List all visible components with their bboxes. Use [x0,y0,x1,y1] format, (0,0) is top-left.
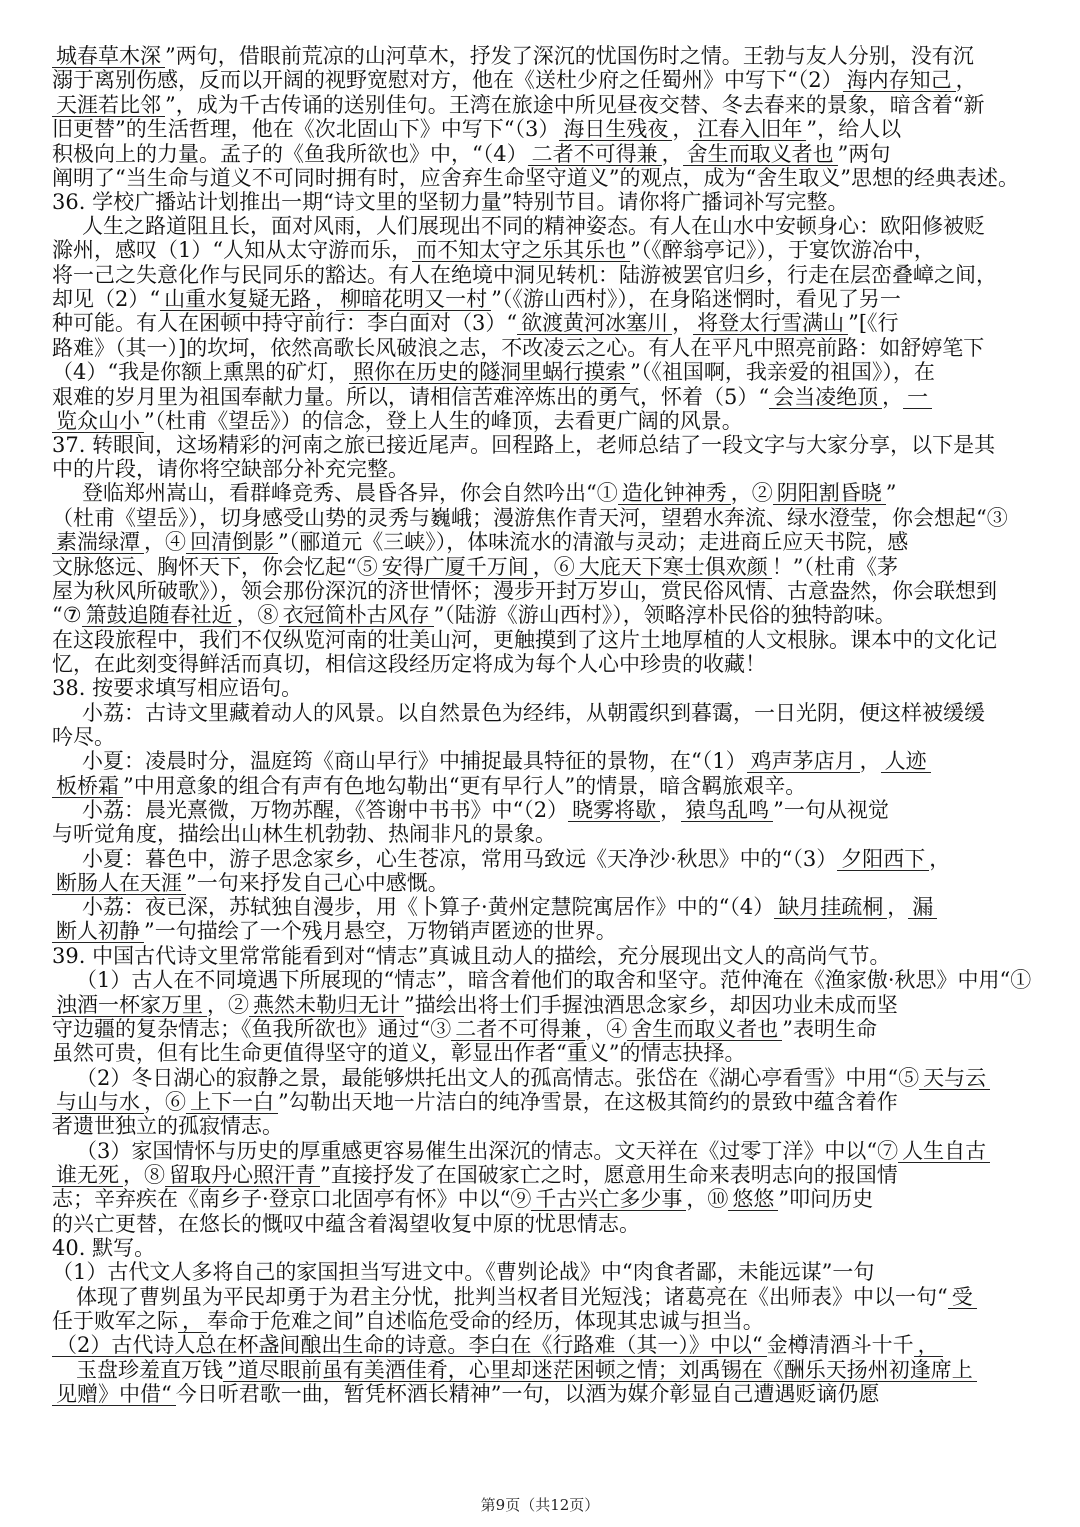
text-line [52,311,1042,336]
text-line [52,676,1042,701]
text-line [52,263,1042,288]
line-text: ， [859,749,881,773]
line-text: 未能远谋 [737,1260,822,1284]
answer-blank: 会当凌绝顶 [769,386,882,409]
line-text: 路难》（其一）]的坎坷，依然高歌长风破浪之志，不改凌云之心。有人在平凡中照亮前路：如舒婷笔下 [52,336,985,360]
answer-blank: 览众山小 [52,410,144,433]
line-text: 守边疆的复杂情志；《鱼我所欲也》通过“③ [52,1017,452,1041]
text-line [52,409,1042,434]
line-text: ”直接抒发了在国破家亡之时，愿意用生命来表明志向的报国情 [320,1163,898,1187]
line-text: 小夏：凌晨时分，温庭筠《商山早行》中捕捉最具特征的景物，在“（1） [82,749,747,773]
answer-blank: 晓雾将歇 [568,799,660,822]
text-line [52,117,1042,142]
line-text: 暂凭杯酒长精神 [343,1382,491,1406]
answer-blank: 留取丹心照汗青 [165,1164,320,1187]
answer-blank: 天涯若比邻 [52,94,165,117]
line-text: ， [882,385,904,409]
line-text: ”（《祖国啊，我亲爱的祖国》），在 [630,360,935,384]
text-line [52,433,1042,458]
line-text: 的兴亡更替，在悠长的慨叹中蕴含着渴望收复中原的忧思情志。 [52,1212,640,1236]
text-line [76,968,1066,993]
line-text: 将一己之失意化作与民同乐的豁达。有人在绝境中洞见转机：陆游被罢官归乡，行走在层峦叠嶂之间， [52,263,997,287]
text-line [52,336,1042,361]
line-text: 屋为秋风所破歌》），领会那份深沉的济世情怀；漫步开封万岁山，赏民俗风情、古意盎然，你会联想到 [52,579,997,603]
answer-blank: 燕然未勒归无计 [249,994,404,1017]
text-line [76,1358,1066,1383]
line-text: ”，给人以 [806,117,902,141]
text-line [52,628,1042,653]
line-text: 吟尽。 [52,725,115,749]
text-line [52,603,1042,628]
line-text: ”自述临危受命的经历，体现其忠诚与担当。 [354,1309,764,1333]
line-text: ，④ [585,1017,628,1041]
line-text: ”描绘出将士们手握浊酒思念家乡，却因功业未成而坚 [404,993,898,1017]
answer-blank: ， [178,1310,207,1333]
text-line [52,652,1042,677]
line-text: ， [929,847,951,871]
text-line [52,506,1042,531]
line-text: 志；辛弃疾在《南乡子·登京口北固亭有怀》中以“⑨ [52,1187,532,1211]
text-line [52,68,1042,93]
answer-blank: 夕阳西下 [837,848,929,871]
line-text: 人生之路道阻且长，面对风雨，人们展现出不同的精神姿态。有人在山水中安顿身心：欧阳修被贬 [82,214,985,238]
line-text: 艰难的岁月里为祖国奉献力量。所以，请相信苦难淬炼出的勇气，怀着（5）“ [52,385,770,409]
line-text: ”（杜甫《望岳》）的信念，登上人生的峰顶，去看更广阔的风景。 [144,409,743,433]
line-text: ， [716,1260,738,1284]
answer-blank: 衣冠简朴古风存 [279,604,434,627]
answer-blank: 箫鼓追随春社近 [82,604,237,627]
line-text: 虽然可贵，但有比生命更值得坚守的道义，彰显出作者“重义”的情志抉择。 [52,1041,746,1065]
text-line [52,360,1042,385]
answer-blank: 而不知太守之乐其乐也 [412,239,630,262]
text-line [52,919,1042,944]
answer-blank: 受 [948,1286,977,1309]
text-line [52,142,1042,167]
answer-blank: 见赠》中借“ [52,1383,176,1406]
line-text: 玉盘珍羞直万钱 [76,1358,223,1382]
text-line [82,798,1072,823]
line-text: 却见（2）“ [52,287,161,311]
answer-blank: 鸡声茅店月 [747,750,860,773]
line-text: ， [315,287,337,311]
line-text: ， [661,142,683,166]
line-text: 滁州，感叹（1）“人知从太守游而乐， [52,238,413,262]
answer-blank: 二者不可得兼 [451,1018,585,1041]
text-line [52,287,1042,312]
line-text: （4）“我是你额上熏黑的矿灯， [52,360,350,384]
line-text: ，④ [144,530,186,554]
line-text: 阐明了“当生命与道义不可同时拥有时，应舍弃生命坚守道义”的观点，成为“舍生取义”思想的经典表述。 [52,166,1019,190]
answer-blank: 断肠人在天涯 [52,872,186,895]
line-text: 36. 学校广播站计划推出一期“诗文里的坚韧力量”特别节目。请你将广播词补写完整。 [52,190,849,214]
answer-blank: 上下一白 [186,1091,278,1114]
line-text: ”中用意象的组合有声有色地勾勒出“更有早行人”的情景，暗含羁旅艰辛。 [123,774,807,798]
text-line [52,1333,1042,1358]
line-text: 登临郑州嵩山，看群峰竞秀、晨昏各异，你会自然吟出“① [82,481,618,505]
answer-blank: 一 [903,386,932,409]
text-line [52,993,1042,1018]
line-text: 任于败军之际 [52,1309,178,1333]
line-text: ”（郦道元《三峡》），体味流水的清澈与灵动；走进商丘应天书院，感 [278,530,909,554]
text-line [52,774,1042,799]
text-line [82,481,1072,506]
text-line [52,822,1042,847]
text-line [52,190,1042,215]
line-text: 种可能。有人在困顿中持守前行：李白面对（3）“ [52,311,518,335]
line-text: ， [322,1382,344,1406]
answer-blank: 漏 [908,896,937,919]
line-text: ”一句，以酒为媒介彰显自己遭遇贬谪仍愿 [490,1382,880,1406]
answer-blank: 山重水复疑无路 [160,288,315,311]
line-text: （杜甫《望岳》），切身感受山势的灵秀与巍峨；漫游焦作青天河，望碧水奔流、绿水澄莹，你会想起“③ [52,506,1008,530]
line-text: 小荔：古诗文里藏着动人的风景。以自然景色为经纬，从朝霞织到暮霭，一日光阴，便这样被缓缓 [82,701,985,725]
line-text: （1）古代文人多将自己的家国担当写进文中。《曹刿论战》中“ [52,1260,633,1284]
line-text: ”叩问历史 [778,1187,874,1211]
text-line [52,944,1042,969]
text-line [52,1382,1042,1407]
line-text: ， [672,311,694,335]
line-text: ， [955,68,977,92]
text-line [52,725,1042,750]
answer-blank: 回清倒影 [186,531,278,554]
answer-blank: 江春入旧年 [693,118,806,141]
line-text: ”（《醉翁亭记》），于宴饮游冶中， [630,238,935,262]
answer-blank: 柳暗花明又一村 [336,288,491,311]
text-line [52,1114,1042,1139]
text-line [52,1260,1042,1285]
answer-blank: 海内存知己 [843,69,956,92]
answer-blank: 海日生残夜 [559,118,672,141]
line-text: ”一句 [821,1260,875,1284]
text-line [52,579,1042,604]
text-line [52,530,1042,555]
page-footer: 第9页（共12页） [480,1496,600,1514]
text-line [52,166,1042,191]
line-text: ， [887,895,909,919]
answer-blank: 天与云 [919,1067,990,1090]
line-text: 积极向上的力量。孟子的《鱼我所欲也》中，“（4） [52,142,528,166]
line-text: 忆，在此刻变得鲜活而真切，相信这段经历定将成为每个人心中珍贵的收藏！ [52,652,766,676]
line-text: ，⑥ [532,555,575,579]
line-text: 中的片段，请你将空缺部分补充完整。 [52,457,409,481]
line-text: 文脉悠远、胸怀天下，你会忆起“⑤ [52,555,378,579]
line-text: 小夏：暮色中，游子思念家乡，心生苍凉，常用马致远《天净沙·秋思》中的“（3） [82,847,838,871]
line-text: ”一句描绘了一个残月悬空，万物销声匿迹的世界。 [144,919,617,943]
answer-blank: 人生自古 [898,1140,990,1163]
text-line [82,749,1072,774]
answer-blank: 二者不可得兼 [528,143,662,166]
answer-blank: 与山与水 [52,1091,144,1114]
answer-blank: 将登太行雪满山 [693,312,848,335]
line-text: 38. 按要求填写相应语句。 [52,676,303,700]
line-text: “⑦ [52,603,82,627]
line-text: 今日听君歌一曲 [175,1382,323,1406]
line-text: ，⑧ [123,1163,165,1187]
text-line [52,871,1042,896]
text-line [76,1139,1066,1164]
answer-blank: 板桥霜 [52,775,123,798]
line-text: ”（陆游《游山西村》），领略淳朴民俗的独特韵味。 [433,603,896,627]
line-text: ， [660,798,682,822]
line-text: 39. 中国古代诗文里常常能看到对“情志”真诚且动人的描绘，充分展现出文人的高尚气节。 [52,944,891,968]
answer-blank: 欲渡黄河冰塞川 [517,312,672,335]
line-text: （1）古人在不同境遇下所展现的“情志”，暗含着他们的取舍和坚守。范仲淹在《渔家傲·秋思》中用“① [76,968,1032,992]
answer-blank: 千古兴亡多少事 [531,1188,686,1211]
text-line [52,1187,1042,1212]
answer-blank: 浊酒一杯家万里 [52,994,207,1017]
line-text: ，⑩ [686,1187,729,1211]
text-line [52,1236,1042,1261]
answer-blank: 照你在历史的隧洞里蜗行摸索 [349,361,630,384]
text-line [52,1163,1042,1188]
answer-blank: 安得广厦千万间 [378,556,533,579]
text-line [82,895,1072,920]
text-line [52,555,1042,580]
text-line [52,1041,1042,1066]
line-text: ”两句，借眼前荒凉的山河草木，抒发了深沉的忧国伤时之情。王勃与友人分别，没有沉 [165,44,974,68]
line-text: ，② [207,993,249,1017]
line-text: ”勾勒出天地一片洁白的纯净雪景，在这极其简约的景致中蕴含着作 [278,1090,898,1114]
line-text: ”两句 [837,142,891,166]
line-text: 40. 默写。 [52,1236,156,1260]
answer-blank: 舍生而取义者也 [683,143,838,166]
line-text: （3）家国情怀与历史的厚重感更容易催生出深沉的情志。文天祥在《过零丁洋》中以“⑦ [76,1139,899,1163]
text-line [52,1090,1042,1115]
answer-blank: 城春草木深 [52,45,165,68]
answer-blank: 谁无死 [52,1164,123,1187]
line-text: ！”（杜甫《茅 [771,555,898,579]
line-text: ”，成为千古传诵的送别佳句。王湾在旅途中所见昼夜交替、冬去春来的景象，暗含着“新 [165,93,985,117]
line-text: 体现了曹刿虽为平民却勇于为君主分忧，批判当权者目光短浅；诸葛亮在《出师表》中以一句“ [76,1285,948,1309]
line-text: 者遗世独立的孤寂情志。 [52,1114,283,1138]
line-text: ， [672,117,694,141]
line-text: （2）冬日湖心的寂静之景，最能够烘托出文人的孤高情志。张岱在《湖心亭看雪》中用“⑤ [76,1066,920,1090]
text-line [52,93,1042,118]
line-text: 在这段旅程中，我们不仅纵览河南的壮美山河，更触摸到了这片土地厚植的人文根脉。课本中的文化记 [52,628,997,652]
answer-blank: 素湍绿潭 [52,531,144,554]
answer-blank: （2）古代诗人总在杯盏间酿出生命的诗意。李白在《行路难（其一）》中以“ [52,1334,767,1357]
text-line [52,1212,1042,1237]
answer-blank: 大庇天下寒士俱欢颜 [575,556,772,579]
text-line [82,847,1072,872]
line-text: ”（《游山西村》），在身陷迷惘时，看见了另一 [491,287,901,311]
line-text: ”一句来抒发自己心中感慨。 [186,871,449,895]
answer-blank: 造化钟神秀 [618,482,731,505]
text-line [52,238,1042,263]
answer-blank: 舍生而取义者也 [627,1018,782,1041]
text-line [52,1309,1042,1334]
text-line [76,1285,1066,1310]
text-line [82,214,1072,239]
text-line [52,1017,1042,1042]
text-line [52,457,1042,482]
line-text: 与听觉角度，描绘出山林生机勃勃、热闹非凡的景象。 [52,822,556,846]
line-text: ”一句从视觉 [773,798,889,822]
line-text: 小荔：夜已深，苏轼独自漫步，用《卜算子·黄州定慧院寓居作》中的“（4） [82,895,775,919]
line-text: ”表明生命 [782,1017,877,1041]
answer-blank: 缺月挂疏桐 [774,896,887,919]
text-line [82,701,1072,726]
line-text: ，⑧ [236,603,279,627]
answer-blank: 人迹 [881,750,931,773]
answer-blank: ”道尽眼前虽有美酒佳肴，心里却迷茫困顿之情；刘禹锡在《酬乐天扬州初逢席上 [223,1359,977,1382]
answer-blank: ， [914,1334,943,1357]
answer-blank: 断人初静 [52,920,144,943]
text-line [76,1066,1066,1091]
answer-blank: 悠悠 [728,1188,778,1211]
line-text: 金樽清酒斗十千 [766,1333,914,1357]
text-line [52,385,1042,410]
text-line [52,44,1042,69]
line-text: 奉命于危难之间 [207,1309,354,1333]
answer-blank: 猿鸟乱鸣 [681,799,773,822]
line-text: 旧更替”的生活哲理，他在《次北固山下》中写下“（3） [52,117,560,141]
line-text: 37. 转眼间，这场精彩的河南之旅已接近尾声。回程路上，老师总结了一段文字与大家分享，以下是其 [52,433,996,457]
answer-blank: 阴阳割昏晓 [773,482,886,505]
line-text: ” [885,481,897,505]
line-text: 肉食者鄙 [632,1260,717,1284]
line-text: ，② [730,481,773,505]
line-text: 溺于离别伤感，反而以开阔的视野宽慰对方，他在《送杜少府之任蜀州》中写下“（2） [52,68,843,92]
line-text: 小荔：晨光熹微，万物苏醒，《答谢中书书》中“（2） [82,798,569,822]
line-text: ”[《行 [848,311,899,335]
line-text: ，⑥ [144,1090,186,1114]
